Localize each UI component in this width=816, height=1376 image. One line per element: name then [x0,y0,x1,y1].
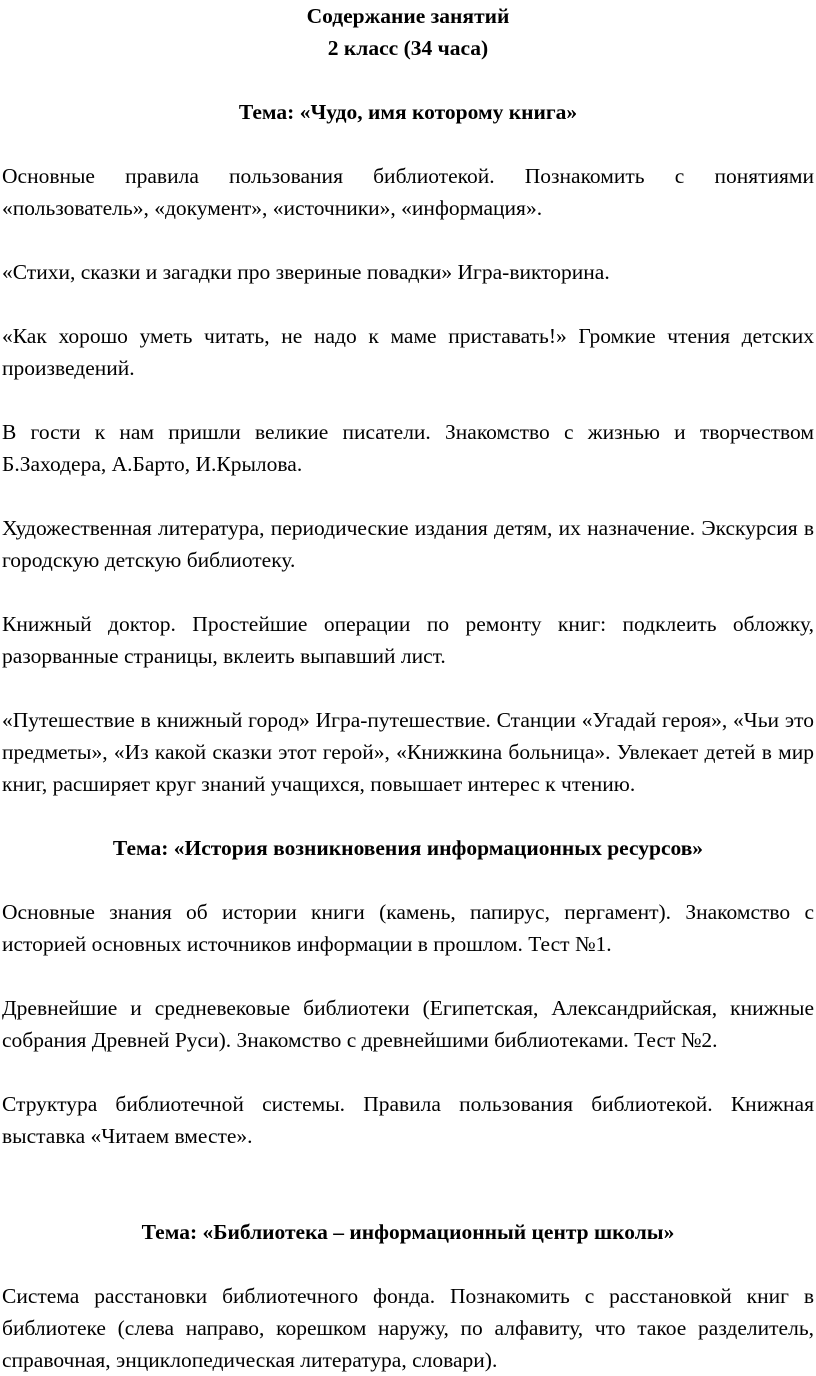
spacer [2,64,814,96]
paragraph: Художественная литература, периодические издания детям, их назначение. Экскурсия в городскую детскую библиотеку. [2,516,814,572]
paragraph: Основные знания об истории книги (камень, папирус, пергамент). Знакомство с историей основных источников информации в прошлом. Тест №1. [2,900,814,956]
spacer [2,1248,814,1280]
paragraph: В гости к нам пришли великие писатели. Знакомство с жизнью и творчеством Б.Заходера, А.Барто, И.Крылова. [2,420,814,476]
paragraph: Система расстановки библиотечного фонда. Познакомить с расстановкой книг в библиотеке (слева направо, корешком наружу, по алфавиту, что такое разделитель, справочная, энциклопедическая литература, словари). [2,1284,814,1372]
spacer [2,864,814,896]
section-topic-1: Тема: «Чудо, имя которому книга» [238,100,578,124]
section-topic-3: Тема: «Библиотека – информационный центр школы» [141,1220,675,1244]
paragraph: «Как хорошо уметь читать, не надо к маме приставать!» Громкие чтения детских произведений. [2,324,814,380]
title-main: Содержание занятий [306,4,510,28]
document-title [2,0,814,64]
paragraph: Основные правила пользования библиотекой. Познакомить с понятиями «пользователь», «документ», «источники», «информация». [2,164,814,220]
spacer [2,672,814,704]
paragraph: Структура библиотечной системы. Правила пользования библиотекой. Книжная выставка «Читаем вместе». [2,1092,814,1148]
spacer [2,1152,814,1216]
paragraph: Книжный доктор. Простейшие операции по ремонту книг: подклеить обложку, разорванные страницы, вклеить выпавший лист. [2,612,814,668]
paragraph: Древнейшие и средневековые библиотеки (Египетская, Александрийская, книжные собрания Древней Руси). Знакомство с древнейшими библиотеками. Тест №2. [2,996,814,1052]
paragraph: «Стихи, сказки и загадки про звериные повадки» Игра-викторина. [2,260,610,284]
paragraph: «Путешествие в книжный город» Игра-путешествие. Станции «Угадай героя», «Чьи это предметы», «Из какой сказки этот герой», «Книжкина больница». Увлекает детей в мир книг, расширяет круг знаний учащихся, повышает интерес к чтению. [2,708,814,796]
spacer [2,384,814,416]
spacer [2,128,814,160]
spacer [2,288,814,320]
spacer [2,480,814,512]
spacer [2,960,814,992]
spacer [2,1056,814,1088]
spacer [2,800,814,832]
title-subtitle: 2 класс (34 часа) [327,36,489,60]
document-page [2,0,814,1376]
spacer [2,576,814,608]
spacer [2,224,814,256]
section-topic-2: Тема: «История возникновения информационных ресурсов» [112,836,704,860]
